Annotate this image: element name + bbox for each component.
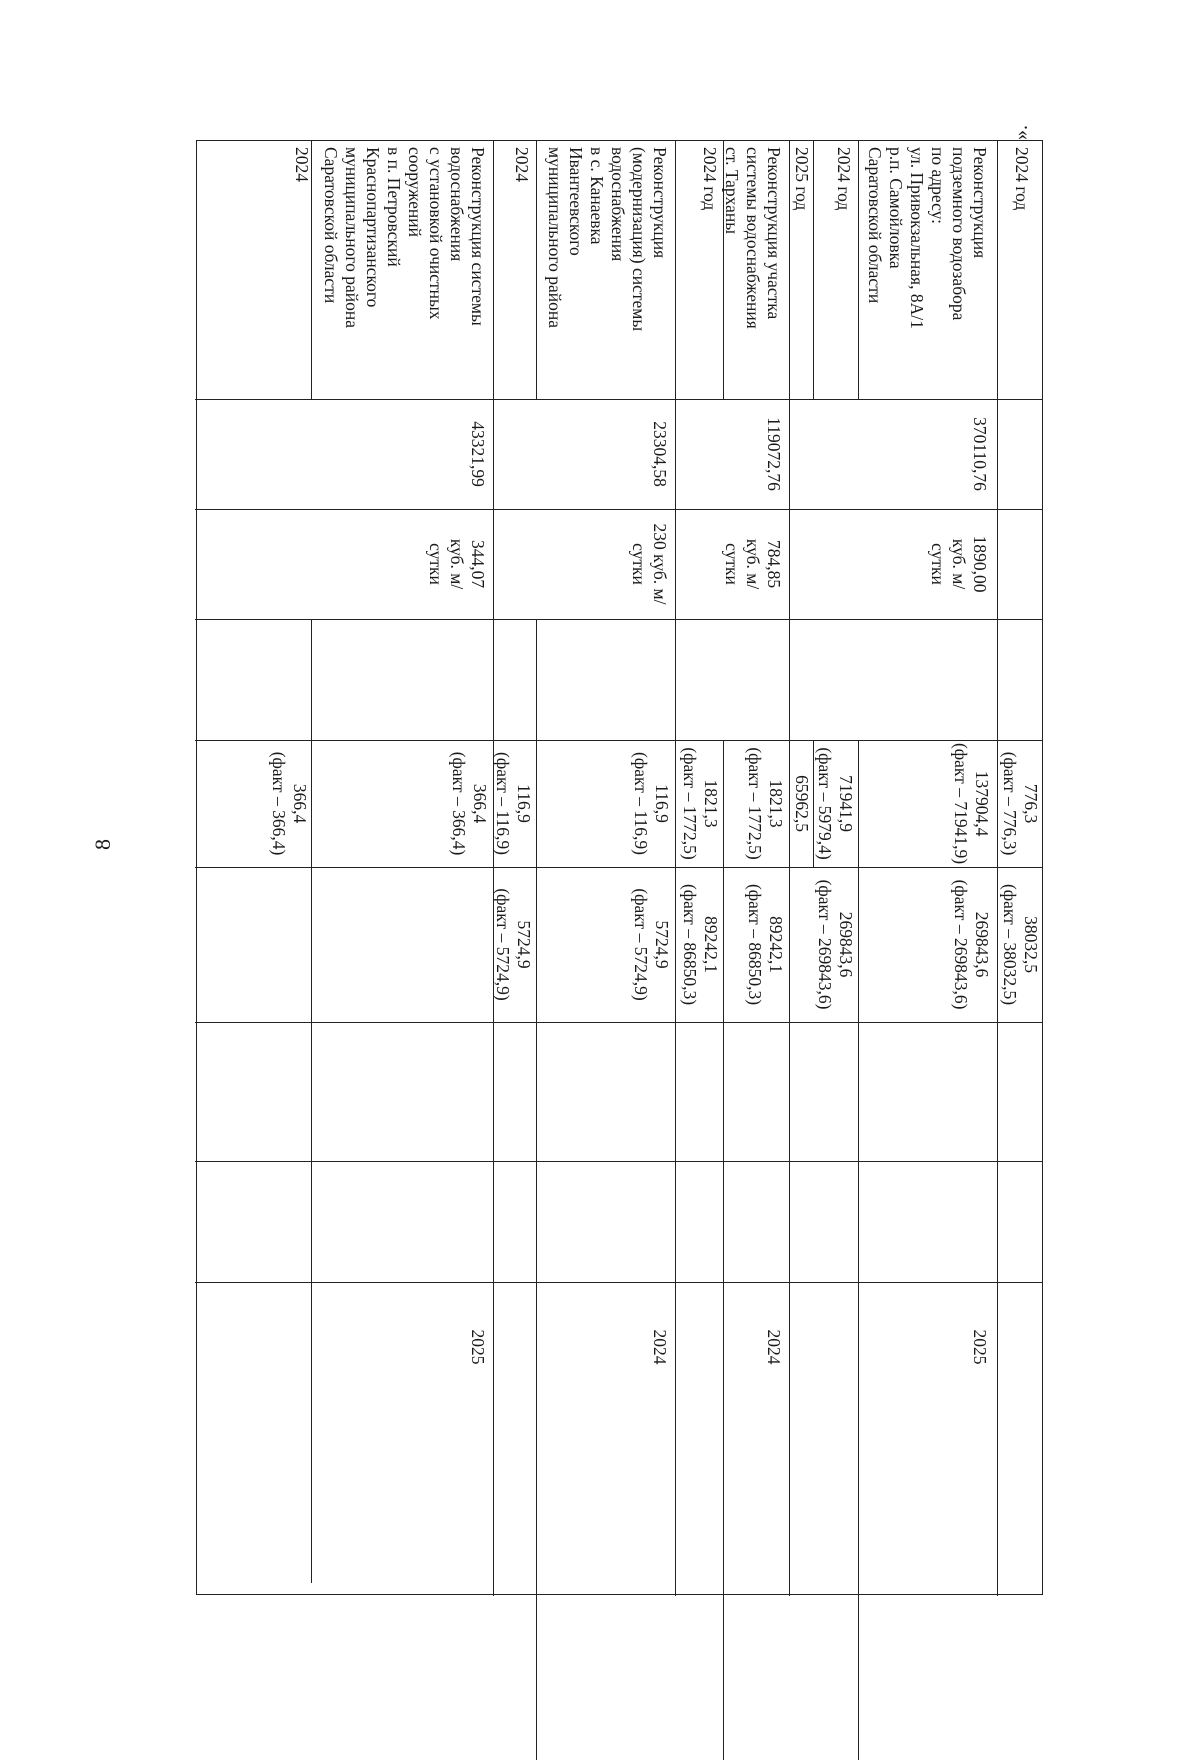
row-border [536, 619, 537, 740]
cell-object: Реконструкция системы водоснабжения с установкой очистных сооружений в п. Петровский Краснопартизанского муниципального района Саратовской области [321, 147, 488, 329]
cell-cost-2024: 366,4 (факт – 366,4) [449, 751, 490, 856]
cell-year: 2024 [650, 1329, 670, 1365]
cell-cost-total: 269843,6 (факт – 269843,6) [815, 879, 856, 1010]
cell-estimated-cost: 119072,76 [764, 417, 784, 491]
cell-cost-total: 5724,9 (факт – 5724,9) [493, 888, 534, 1001]
row-border [858, 141, 859, 399]
cell-object: 2024 год [1012, 147, 1032, 211]
column-border [195, 1022, 1042, 1023]
cell-cost-total: 269843,6 (факт – 269843,6) [951, 879, 992, 1010]
column-border [195, 399, 1042, 400]
cell-estimated-cost: 370110,76 [970, 417, 990, 491]
column-border [195, 509, 1042, 510]
cell-capacity: 1890,00 куб. м/ сутки [928, 535, 990, 593]
cell-object: 2024 год [834, 147, 854, 211]
column-border [195, 740, 1042, 741]
cell-capacity: 230 куб. м/ сутки [629, 523, 670, 605]
cell-cost-2024: 65962,5 [792, 775, 812, 832]
row-border [675, 399, 676, 1596]
cell-capacity: 344,07 куб. м/ сутки [426, 538, 488, 590]
cell-cost-total: 89242,1 (факт – 86850,3) [745, 883, 786, 1006]
cell-cost-2024: 116,9 (факт – 116,9) [631, 752, 672, 855]
column-border [195, 1161, 1042, 1162]
cell-cost-total: 5724,9 (факт – 5724,9) [631, 888, 672, 1001]
row-border [311, 740, 312, 1583]
row-border [789, 141, 790, 399]
cell-cost-2024: 116,9 (факт – 116,9) [493, 752, 534, 855]
cell-cost-2024: 137904,4 (факт – 71941,9) [951, 742, 992, 865]
cell-cost-2024: 71941,9 (факт – 5979,4) [815, 747, 856, 860]
cell-cost-2024: 1821,3 (факт – 1772,5) [745, 747, 786, 860]
cell-cost-2024: 776,3 (факт – 776,3) [1000, 751, 1041, 856]
cell-cost-total: 38032,5 (факт – 38032,5) [1000, 883, 1041, 1006]
column-border [195, 619, 1042, 620]
cell-object: 2024 год [700, 147, 720, 211]
column-border [195, 1282, 1042, 1283]
row-border [311, 619, 312, 740]
data-table [196, 140, 1043, 1595]
row-border [675, 141, 676, 399]
page-number: 8 [90, 839, 115, 850]
cell-year: 2025 [970, 1329, 990, 1365]
cell-object: 2024 [292, 147, 312, 182]
closing-quote-mark: ». [1010, 125, 1032, 140]
cell-estimated-cost: 23304,58 [650, 421, 670, 487]
column-border [195, 867, 1042, 868]
cell-object: 2025 год [792, 147, 812, 211]
row-border [536, 740, 537, 1760]
row-border [997, 399, 998, 1596]
row-border [536, 141, 537, 399]
row-border [789, 399, 790, 1596]
cell-object: Реконструкция (модернизация) системы водоснабжения в с. Канаевка Ивантеевского муниципального района [545, 147, 670, 332]
cell-object: Реконструкция участка системы водоснабжения ст. Тарханы [722, 147, 784, 329]
cell-year: 2025 [468, 1329, 488, 1365]
cell-estimated-cost: 43321,99 [468, 421, 488, 487]
cell-cost-total: 89242,1 (факт – 86850,3) [680, 883, 721, 1006]
cell-object: Реконструкция подземного водозабора по адресу: ул. Привокзальная, 8А/1 р.п. Самойловка Саратовской области [865, 147, 990, 329]
row-border [723, 740, 724, 1760]
row-border [493, 141, 494, 399]
cell-cost-2024: 1821,3 (факт – 1772,5) [680, 747, 721, 860]
cell-cost-2024: 366,4 (факт – 366,4) [269, 751, 310, 856]
cell-capacity: 784,85 куб. м/ сутки [722, 538, 784, 590]
cell-year: 2024 [764, 1329, 784, 1365]
row-border [858, 740, 859, 1760]
row-border [813, 141, 814, 399]
cell-object: 2024 [512, 147, 532, 182]
row-border [997, 141, 998, 399]
